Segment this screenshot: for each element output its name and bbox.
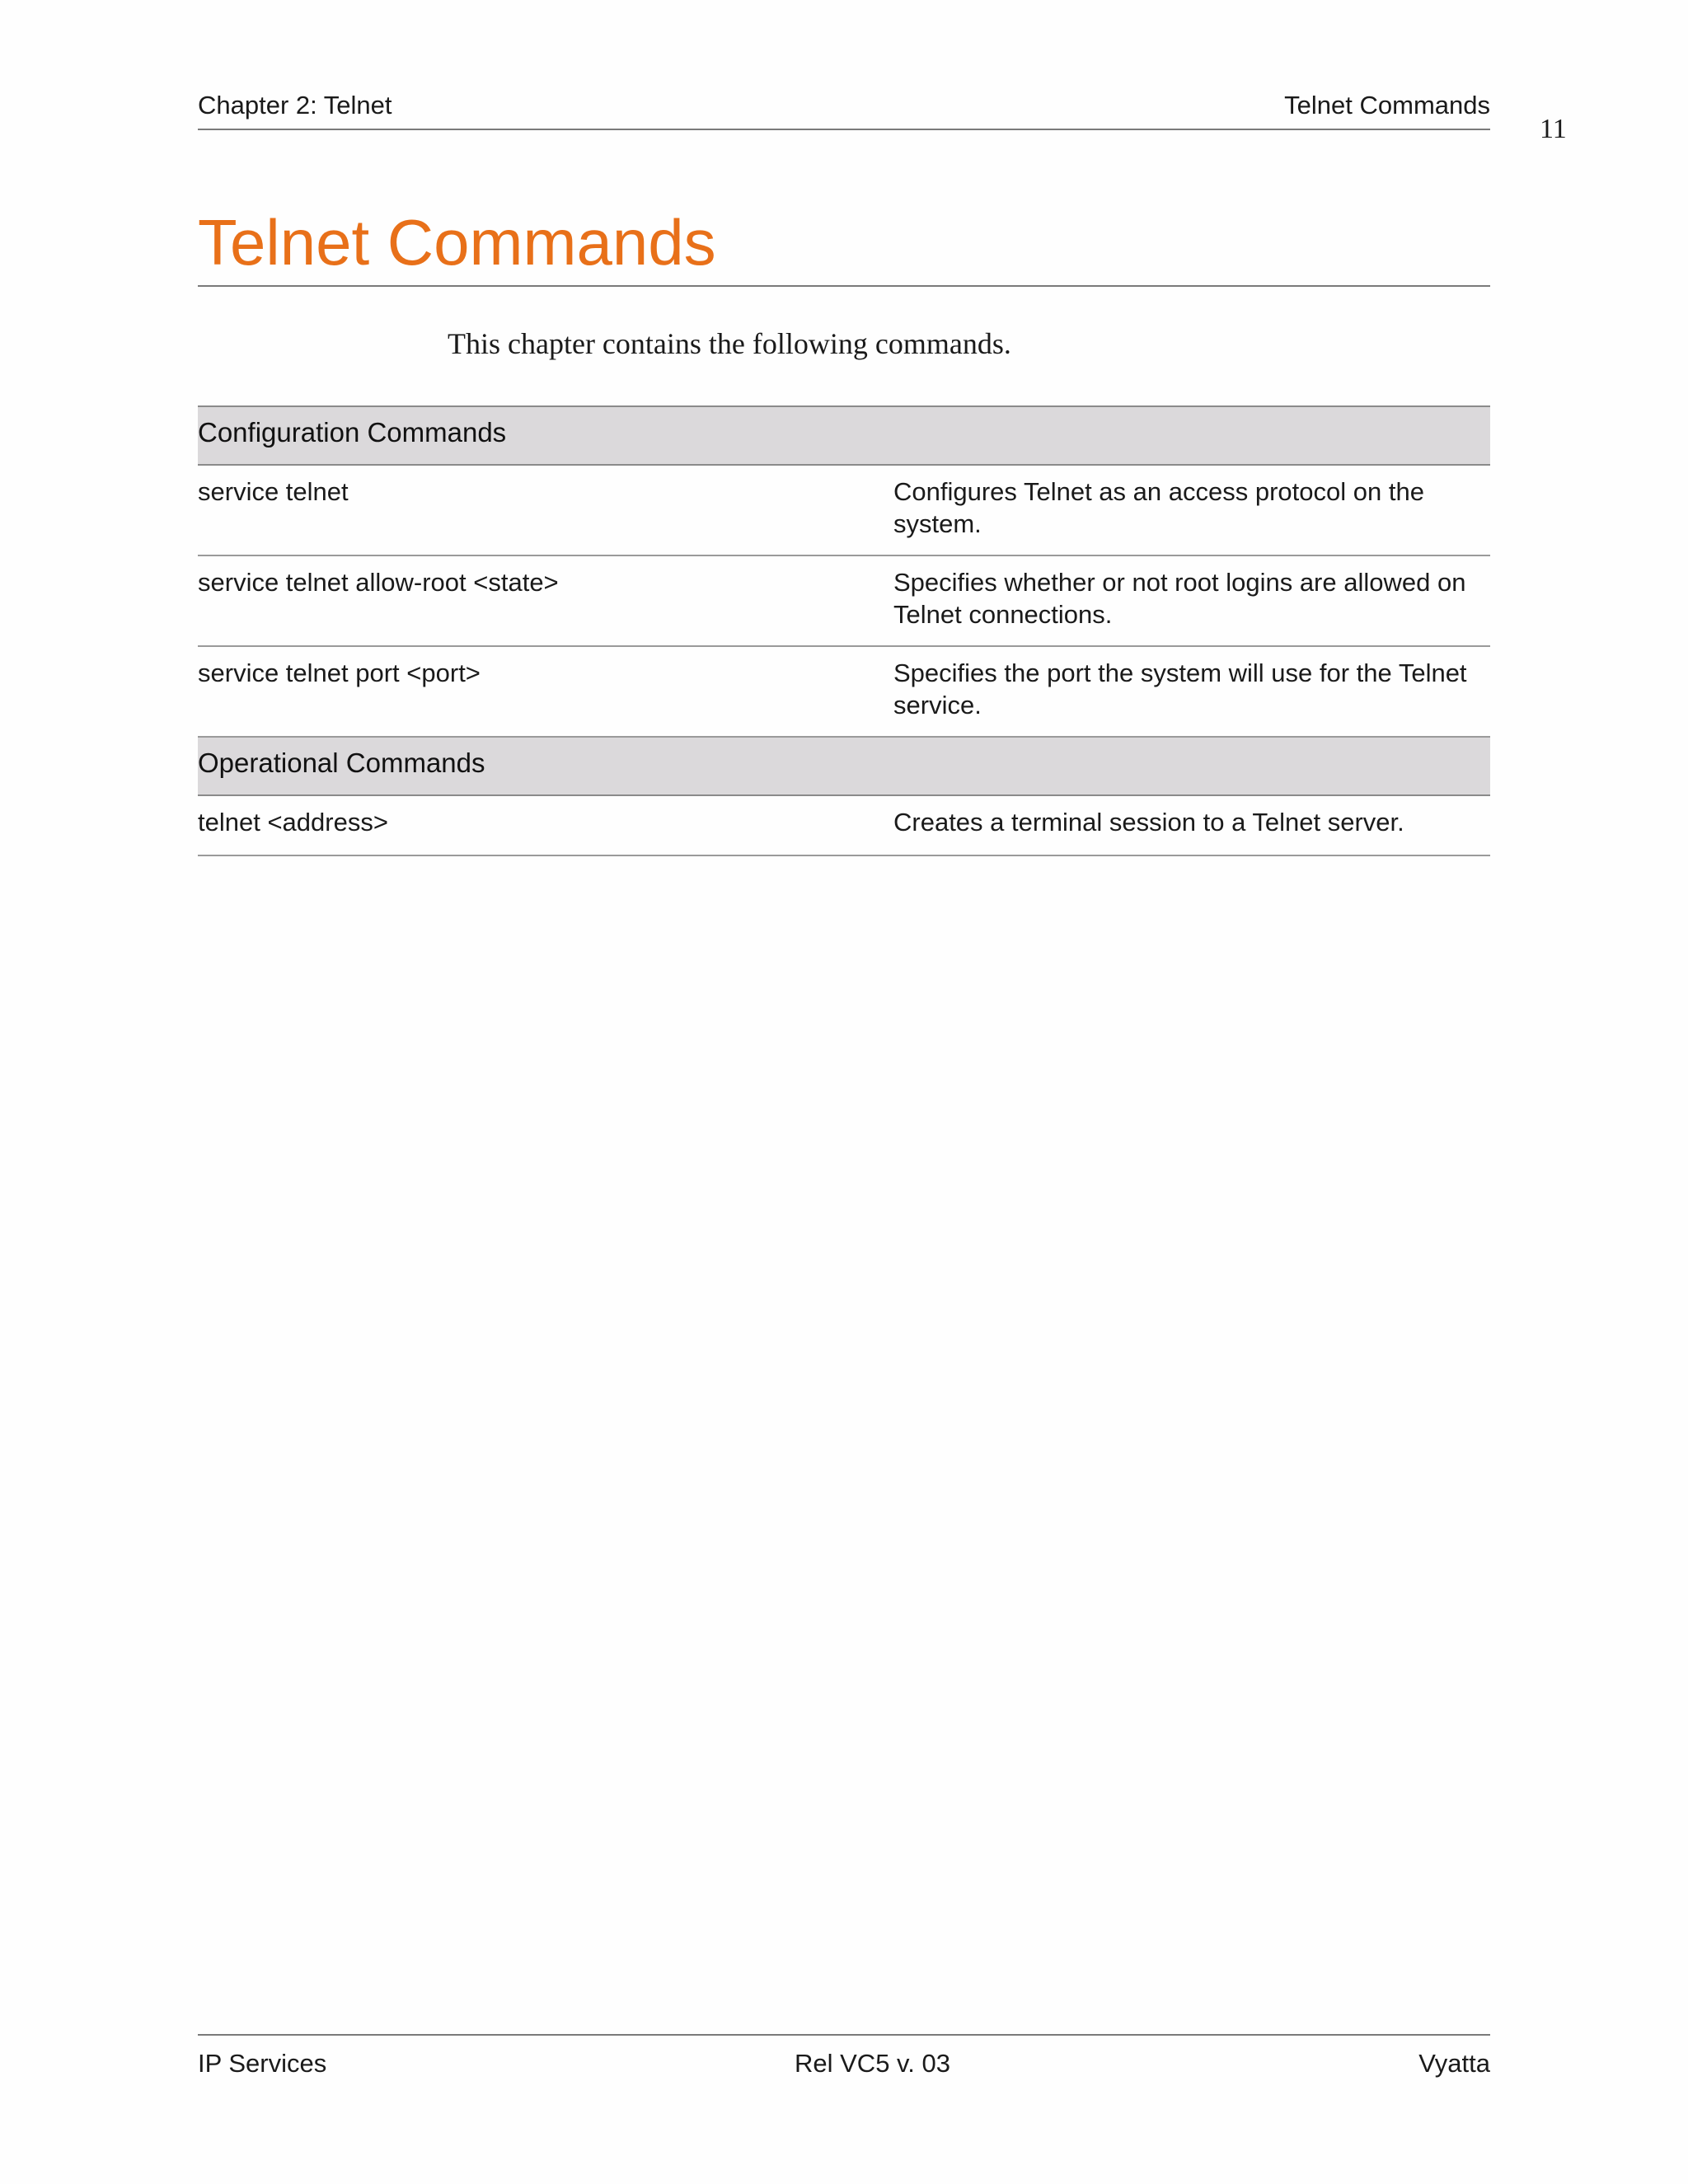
command-name: service telnet — [198, 477, 349, 506]
table-row — [198, 796, 1490, 856]
running-header — [198, 91, 1490, 130]
table-row — [198, 466, 1490, 556]
section-heading-label: Operational Commands — [198, 748, 485, 778]
command-description: Creates a terminal session to a Telnet server. — [893, 808, 1404, 837]
section-heading-operational — [198, 738, 1490, 796]
page-title: Telnet Commands — [198, 204, 1490, 287]
commands-table — [198, 405, 1490, 856]
command-description: Specifies whether or not root logins are allowed on Telnet connections. — [893, 568, 1466, 629]
footer-release: Rel VC5 v. 03 — [795, 2049, 950, 2078]
running-footer — [198, 2034, 1490, 2078]
command-description: Configures Telnet as an access protocol on the system. — [893, 477, 1424, 538]
section-heading-configuration — [198, 407, 1490, 466]
footer-book-title: IP Services — [198, 2049, 327, 2078]
table-row — [198, 556, 1490, 647]
page-number: 11 — [1540, 114, 1567, 144]
command-name: service telnet port <port> — [198, 658, 481, 687]
table-row — [198, 647, 1490, 738]
command-description: Specifies the port the system will use for the Telnet service. — [893, 658, 1467, 719]
section-heading-label: Configuration Commands — [198, 417, 507, 448]
intro-text: This chapter contains the following commands. — [448, 327, 1011, 360]
footer-company: Vyatta — [1418, 2049, 1490, 2078]
header-section: Telnet Commands — [1284, 91, 1490, 120]
header-chapter: Chapter 2: Telnet — [198, 91, 392, 120]
command-name: telnet <address> — [198, 808, 388, 837]
command-name: service telnet allow-root <state> — [198, 568, 559, 597]
